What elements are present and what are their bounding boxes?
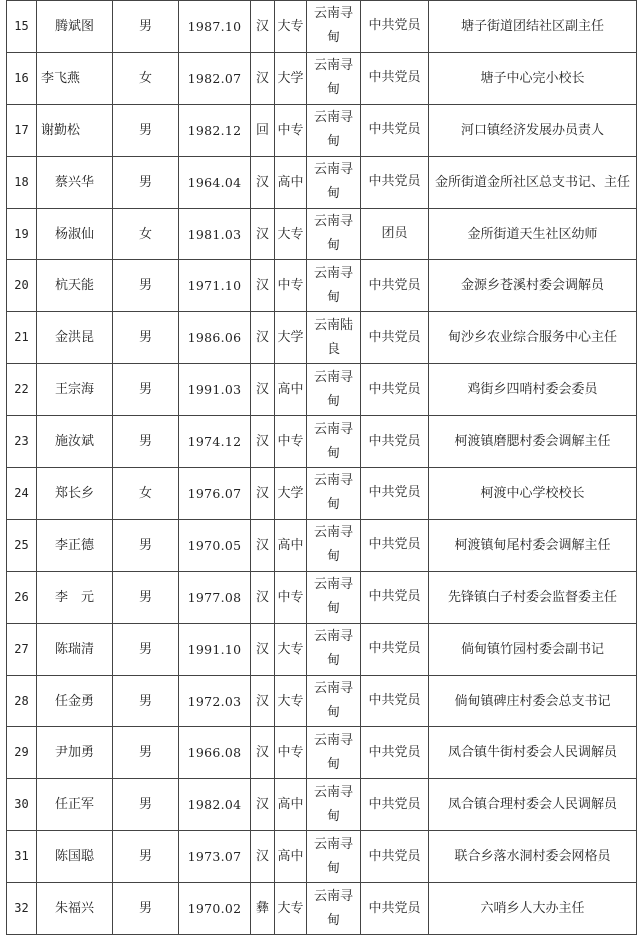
sex-cell: 男 [113, 675, 179, 727]
table-row [7, 883, 637, 935]
person-name: 朱福兴 [37, 883, 113, 935]
person-name: 施汝斌 [37, 416, 113, 468]
ethnicity-cell: 汉 [251, 468, 275, 520]
row-number: 32 [7, 883, 37, 935]
party-cell: 中共党员 [361, 364, 429, 416]
person-name: 腾斌图 [37, 1, 113, 53]
birth-date: 1973.07 [179, 831, 251, 883]
sex-cell: 男 [113, 156, 179, 208]
table-row [7, 260, 637, 312]
sex-cell: 男 [113, 779, 179, 831]
education-cell: 中专 [275, 260, 307, 312]
person-name: 杨淑仙 [37, 208, 113, 260]
sex-cell: 男 [113, 260, 179, 312]
ethnicity-cell: 汉 [251, 779, 275, 831]
sex-cell: 男 [113, 416, 179, 468]
origin-cell: 云南寻甸 [307, 1, 361, 53]
birth-date: 1966.08 [179, 727, 251, 779]
ethnicity-cell: 汉 [251, 623, 275, 675]
person-name: 王宗海 [37, 364, 113, 416]
table-row [7, 364, 637, 416]
position-cell: 鸡街乡四哨村委会委员 [429, 364, 637, 416]
row-number: 24 [7, 468, 37, 520]
origin-cell: 云南寻甸 [307, 416, 361, 468]
party-cell: 中共党员 [361, 416, 429, 468]
origin-cell: 云南寻甸 [307, 623, 361, 675]
row-number: 21 [7, 312, 37, 364]
person-name: 陈国聪 [37, 831, 113, 883]
ethnicity-cell: 汉 [251, 208, 275, 260]
ethnicity-cell: 汉 [251, 519, 275, 571]
row-number: 23 [7, 416, 37, 468]
education-cell: 高中 [275, 831, 307, 883]
sex-cell: 女 [113, 208, 179, 260]
position-cell: 塘子街道团结社区副主任 [429, 1, 637, 53]
table-row [7, 727, 637, 779]
education-cell: 中专 [275, 727, 307, 779]
education-cell: 高中 [275, 519, 307, 571]
party-cell: 团员 [361, 208, 429, 260]
position-cell: 柯渡镇磨腮村委会调解主任 [429, 416, 637, 468]
ethnicity-cell: 汉 [251, 1, 275, 53]
education-cell: 大专 [275, 623, 307, 675]
person-name: 谢勤松 [37, 104, 113, 156]
row-number: 16 [7, 52, 37, 104]
education-cell: 大专 [275, 208, 307, 260]
row-number: 20 [7, 260, 37, 312]
sex-cell: 女 [113, 52, 179, 104]
party-cell: 中共党员 [361, 883, 429, 935]
position-cell: 凤合镇合理村委会人民调解员 [429, 779, 637, 831]
origin-cell: 云南寻甸 [307, 571, 361, 623]
ethnicity-cell: 汉 [251, 156, 275, 208]
ethnicity-cell: 汉 [251, 416, 275, 468]
sex-cell: 男 [113, 364, 179, 416]
education-cell: 中专 [275, 104, 307, 156]
party-cell: 中共党员 [361, 519, 429, 571]
row-number: 27 [7, 623, 37, 675]
position-cell: 河口镇经济发展办员责人 [429, 104, 637, 156]
person-name: 任金勇 [37, 675, 113, 727]
sex-cell: 男 [113, 519, 179, 571]
person-name: 李 元 [37, 571, 113, 623]
origin-cell: 云南寻甸 [307, 519, 361, 571]
party-cell: 中共党员 [361, 312, 429, 364]
table-row [7, 519, 637, 571]
sex-cell: 男 [113, 1, 179, 53]
education-cell: 高中 [275, 156, 307, 208]
party-cell: 中共党员 [361, 468, 429, 520]
table-row [7, 779, 637, 831]
table-row [7, 1, 637, 53]
table-row [7, 831, 637, 883]
birth-date: 1971.10 [179, 260, 251, 312]
education-cell: 大专 [275, 675, 307, 727]
row-number: 19 [7, 208, 37, 260]
party-cell: 中共党员 [361, 104, 429, 156]
education-cell: 大学 [275, 312, 307, 364]
birth-date: 1991.10 [179, 623, 251, 675]
sex-cell: 男 [113, 312, 179, 364]
position-cell: 六哨乡人大办主任 [429, 883, 637, 935]
ethnicity-cell: 汉 [251, 312, 275, 364]
row-number: 31 [7, 831, 37, 883]
position-cell: 联合乡落水洞村委会网格员 [429, 831, 637, 883]
position-cell: 金所街道金所社区总支书记、主任 [429, 156, 637, 208]
party-cell: 中共党员 [361, 52, 429, 104]
position-cell: 倘甸镇碑庄村委会总支书记 [429, 675, 637, 727]
table-row [7, 104, 637, 156]
person-name: 蔡兴华 [37, 156, 113, 208]
position-cell: 金源乡苍溪村委会调解员 [429, 260, 637, 312]
birth-date: 1970.05 [179, 519, 251, 571]
education-cell: 高中 [275, 779, 307, 831]
table-row [7, 416, 637, 468]
person-name: 李飞燕 [37, 52, 113, 104]
sex-cell: 女 [113, 468, 179, 520]
position-cell: 倘甸镇竹园村委会副书记 [429, 623, 637, 675]
row-number: 28 [7, 675, 37, 727]
table-row [7, 571, 637, 623]
ethnicity-cell: 汉 [251, 364, 275, 416]
row-number: 26 [7, 571, 37, 623]
birth-date: 1987.10 [179, 1, 251, 53]
ethnicity-cell: 汉 [251, 727, 275, 779]
table-row [7, 208, 637, 260]
row-number: 17 [7, 104, 37, 156]
member-table [6, 0, 637, 935]
birth-date: 1982.04 [179, 779, 251, 831]
origin-cell: 云南寻甸 [307, 208, 361, 260]
sex-cell: 男 [113, 571, 179, 623]
party-cell: 中共党员 [361, 727, 429, 779]
origin-cell: 云南寻甸 [307, 831, 361, 883]
origin-cell: 云南寻甸 [307, 468, 361, 520]
origin-cell: 云南寻甸 [307, 260, 361, 312]
education-cell: 大专 [275, 883, 307, 935]
row-number: 22 [7, 364, 37, 416]
table-row [7, 156, 637, 208]
party-cell: 中共党员 [361, 779, 429, 831]
birth-date: 1964.04 [179, 156, 251, 208]
sex-cell: 男 [113, 831, 179, 883]
ethnicity-cell: 汉 [251, 831, 275, 883]
ethnicity-cell: 汉 [251, 260, 275, 312]
table-body [7, 1, 637, 935]
birth-date: 1970.02 [179, 883, 251, 935]
birth-date: 1986.06 [179, 312, 251, 364]
education-cell: 大学 [275, 468, 307, 520]
ethnicity-cell: 回 [251, 104, 275, 156]
table-row [7, 52, 637, 104]
person-name: 杭天能 [37, 260, 113, 312]
party-cell: 中共党员 [361, 1, 429, 53]
sex-cell: 男 [113, 727, 179, 779]
birth-date: 1982.07 [179, 52, 251, 104]
origin-cell: 云南陆良 [307, 312, 361, 364]
table-row [7, 623, 637, 675]
origin-cell: 云南寻甸 [307, 156, 361, 208]
person-name: 郑长乡 [37, 468, 113, 520]
ethnicity-cell: 汉 [251, 52, 275, 104]
origin-cell: 云南寻甸 [307, 727, 361, 779]
party-cell: 中共党员 [361, 260, 429, 312]
education-cell: 高中 [275, 364, 307, 416]
party-cell: 中共党员 [361, 571, 429, 623]
person-name: 李正德 [37, 519, 113, 571]
row-number: 18 [7, 156, 37, 208]
ethnicity-cell: 汉 [251, 675, 275, 727]
origin-cell: 云南寻甸 [307, 364, 361, 416]
ethnicity-cell: 汉 [251, 571, 275, 623]
row-number: 30 [7, 779, 37, 831]
birth-date: 1977.08 [179, 571, 251, 623]
position-cell: 先锋镇白子村委会监督委主任 [429, 571, 637, 623]
education-cell: 中专 [275, 416, 307, 468]
table-row [7, 675, 637, 727]
origin-cell: 云南寻甸 [307, 883, 361, 935]
table-row [7, 468, 637, 520]
position-cell: 柯渡镇甸尾村委会调解主任 [429, 519, 637, 571]
table-row [7, 312, 637, 364]
education-cell: 中专 [275, 571, 307, 623]
person-name: 陈瑞清 [37, 623, 113, 675]
birth-date: 1974.12 [179, 416, 251, 468]
party-cell: 中共党员 [361, 156, 429, 208]
party-cell: 中共党员 [361, 623, 429, 675]
origin-cell: 云南寻甸 [307, 104, 361, 156]
education-cell: 大学 [275, 52, 307, 104]
row-number: 29 [7, 727, 37, 779]
position-cell: 金所街道天生社区幼师 [429, 208, 637, 260]
sex-cell: 男 [113, 883, 179, 935]
birth-date: 1991.03 [179, 364, 251, 416]
position-cell: 柯渡中心学校校长 [429, 468, 637, 520]
origin-cell: 云南寻甸 [307, 52, 361, 104]
party-cell: 中共党员 [361, 831, 429, 883]
position-cell: 甸沙乡农业综合服务中心主任 [429, 312, 637, 364]
birth-date: 1976.07 [179, 468, 251, 520]
birth-date: 1972.03 [179, 675, 251, 727]
position-cell: 凤合镇牛街村委会人民调解员 [429, 727, 637, 779]
origin-cell: 云南寻甸 [307, 779, 361, 831]
birth-date: 1981.03 [179, 208, 251, 260]
person-name: 金洪昆 [37, 312, 113, 364]
ethnicity-cell: 彝 [251, 883, 275, 935]
person-name: 尹加勇 [37, 727, 113, 779]
education-cell: 大专 [275, 1, 307, 53]
party-cell: 中共党员 [361, 675, 429, 727]
person-name: 任正军 [37, 779, 113, 831]
row-number: 25 [7, 519, 37, 571]
row-number: 15 [7, 1, 37, 53]
position-cell: 塘子中心完小校长 [429, 52, 637, 104]
birth-date: 1982.12 [179, 104, 251, 156]
sex-cell: 男 [113, 623, 179, 675]
sex-cell: 男 [113, 104, 179, 156]
origin-cell: 云南寻甸 [307, 675, 361, 727]
